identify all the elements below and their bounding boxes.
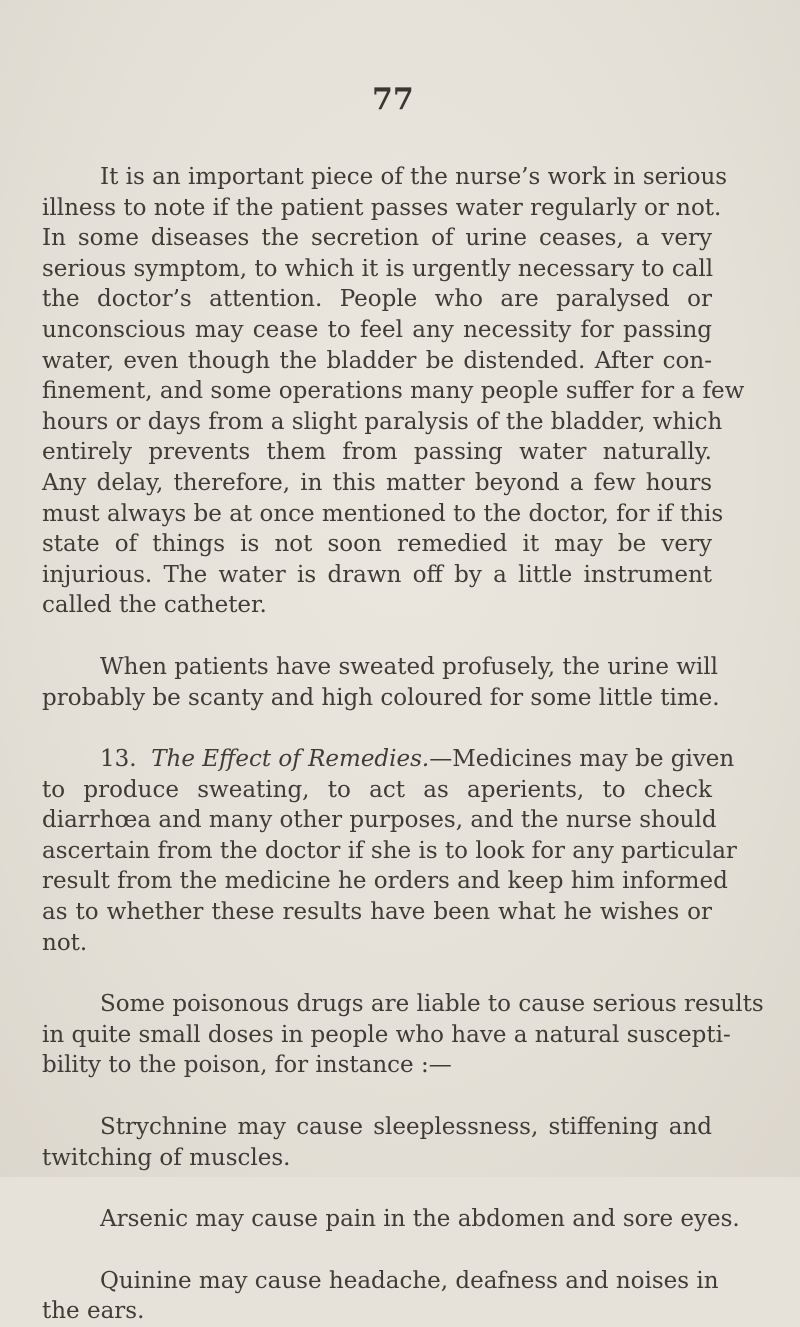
- text-line: not.: [42, 929, 88, 956]
- text-line: It is an important piece of the nurse’s work in serious: [100, 164, 728, 190]
- section-heading-line: [42, 744, 735, 775]
- paragraph-effect-of-remedies: [42, 744, 737, 958]
- text-line: finement, and some operations many people suffer for a few: [42, 378, 745, 405]
- text-line: ascertain from the doctor if she is to look for any particular: [42, 837, 737, 864]
- text-line: in quite small doses in people who have a natural suscepti-: [42, 1021, 731, 1048]
- text-line: unconscious may cease to feel any necessity for passing: [42, 316, 712, 343]
- section-title: The Effect of Remedies.: [151, 746, 430, 773]
- paragraph-poisonous-drugs: [42, 989, 764, 1081]
- paragraph-strychnine: [42, 1112, 712, 1173]
- text-line: bility to the poison, for instance :—: [42, 1052, 452, 1079]
- text-line: hours or days from a slight paralysis of the bladder, which: [42, 408, 723, 435]
- page-text: [42, 162, 764, 1327]
- paragraph-arsenic: [42, 1204, 740, 1235]
- text-line: entirely prevents them from passing water naturally.: [42, 439, 712, 466]
- text-line: Some poisonous drugs are liable to cause serious results: [100, 991, 764, 1018]
- text-line: Strychnine may cause sleeplessness, stiffening and: [100, 1114, 712, 1141]
- text-line: the doctor’s attention. People who are paralysed or: [42, 286, 712, 313]
- text-line: called the catheter.: [42, 592, 267, 619]
- text-line: to produce sweating, to act as aperients, to check: [42, 776, 712, 803]
- text-line: Arsenic may cause pain in the abdomen and sore eyes.: [100, 1206, 740, 1233]
- text-line: serious symptom, to which it is urgently necessary to call: [42, 255, 714, 282]
- section-first-line: —Medicines may be given: [429, 746, 735, 773]
- paragraph-quinine: [42, 1266, 719, 1327]
- paragraph-urine-output: [42, 162, 745, 621]
- text-line: Any delay, therefore, in this matter beyond a few hours: [42, 469, 712, 496]
- text-line: probably be scanty and high coloured for some little time.: [42, 684, 720, 711]
- text-line: the ears.: [42, 1298, 145, 1325]
- text-line: state of things is not soon remedied it may be very: [42, 531, 712, 558]
- text-line: When patients have sweated profusely, the urine will: [100, 653, 719, 680]
- text-line: must always be at once mentioned to the doctor, for if this: [42, 500, 724, 527]
- text-line: illness to note if the patient passes water regularly or not.: [42, 194, 722, 221]
- text-line: result from the medicine he orders and keep him informed: [42, 868, 728, 895]
- text-line: In some diseases the secretion of urine ceases, a very: [42, 225, 712, 252]
- paragraph-sweating: [42, 652, 720, 713]
- text-line: as to whether these results have been what he wishes or: [42, 899, 712, 926]
- text-line: injurious. The water is drawn off by a little instrument: [42, 561, 712, 588]
- text-line: water, even though the bladder be distended. After con-: [42, 347, 712, 374]
- section-number: 13.: [100, 746, 137, 773]
- text-line: twitching of muscles.: [42, 1144, 291, 1171]
- text-line: diarrhœa and many other purposes, and the nurse should: [42, 807, 717, 834]
- text-line: Quinine may cause headache, deafness and noises in: [100, 1267, 719, 1294]
- page-number: 77: [372, 82, 414, 117]
